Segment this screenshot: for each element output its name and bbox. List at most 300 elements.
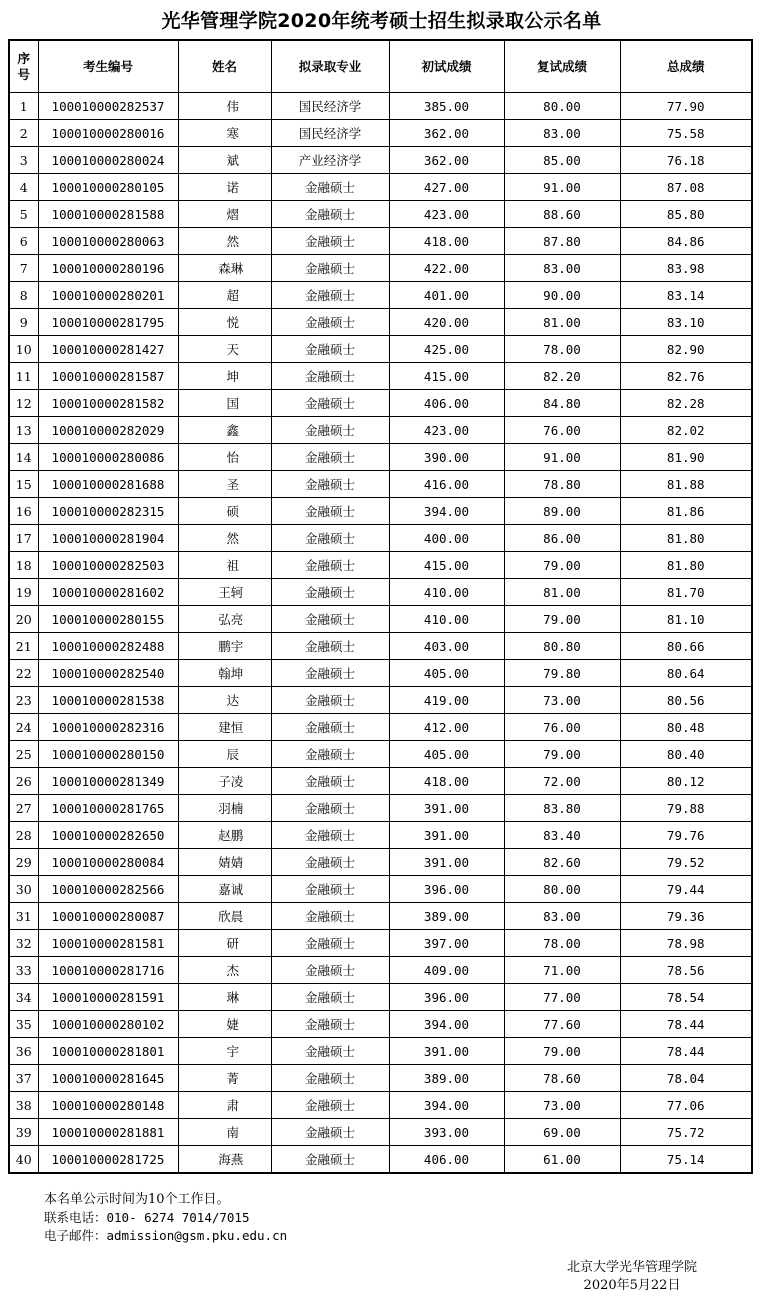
cell-retest-score: 79.80 (504, 660, 620, 687)
signature-block (552, 1259, 712, 1295)
cell-major: 金融硕士 (271, 714, 389, 741)
cell-name: 斌 (178, 147, 271, 174)
table-row (9, 1119, 752, 1146)
cell-exam-id: 100010000282315 (38, 498, 178, 525)
cell-name: 硕 (178, 498, 271, 525)
cell-seq: 10 (9, 336, 38, 363)
table-row (9, 714, 752, 741)
cell-exam-id: 100010000282488 (38, 633, 178, 660)
cell-seq: 28 (9, 822, 38, 849)
table-row (9, 579, 752, 606)
cell-major: 金融硕士 (271, 363, 389, 390)
cell-total-score: 79.76 (620, 822, 752, 849)
cell-exam-id: 100010000282650 (38, 822, 178, 849)
cell-name: 怡 (178, 444, 271, 471)
cell-retest-score: 85.00 (504, 147, 620, 174)
cell-total-score: 78.44 (620, 1038, 752, 1065)
cell-total-score: 81.80 (620, 525, 752, 552)
cell-retest-score: 80.80 (504, 633, 620, 660)
cell-retest-score: 78.00 (504, 930, 620, 957)
cell-name: 杰 (178, 957, 271, 984)
table-row (9, 741, 752, 768)
cell-seq: 11 (9, 363, 38, 390)
table-row (9, 633, 752, 660)
cell-initial-score: 425.00 (389, 336, 504, 363)
cell-total-score: 82.76 (620, 363, 752, 390)
cell-retest-score: 86.00 (504, 525, 620, 552)
cell-name: 鹏宇 (178, 633, 271, 660)
cell-retest-score: 69.00 (504, 1119, 620, 1146)
cell-exam-id: 100010000280196 (38, 255, 178, 282)
table-row (9, 876, 752, 903)
cell-seq: 15 (9, 471, 38, 498)
cell-total-score: 81.90 (620, 444, 752, 471)
cell-major: 金融硕士 (271, 1038, 389, 1065)
cell-name: 赵鹏 (178, 822, 271, 849)
cell-retest-score: 83.80 (504, 795, 620, 822)
cell-major: 金融硕士 (271, 822, 389, 849)
cell-name: 坤 (178, 363, 271, 390)
cell-initial-score: 385.00 (389, 93, 504, 120)
cell-retest-score: 77.00 (504, 984, 620, 1011)
cell-total-score: 78.44 (620, 1011, 752, 1038)
cell-total-score: 80.48 (620, 714, 752, 741)
cell-total-score: 79.44 (620, 876, 752, 903)
cell-initial-score: 405.00 (389, 741, 504, 768)
table-row (9, 93, 752, 120)
cell-name: 子凌 (178, 768, 271, 795)
cell-major: 金融硕士 (271, 471, 389, 498)
cell-retest-score: 83.00 (504, 120, 620, 147)
cell-total-score: 80.66 (620, 633, 752, 660)
cell-total-score: 79.88 (620, 795, 752, 822)
cell-seq: 26 (9, 768, 38, 795)
cell-name: 宇 (178, 1038, 271, 1065)
cell-name: 肃 (178, 1092, 271, 1119)
cell-major: 金融硕士 (271, 633, 389, 660)
table-row (9, 984, 752, 1011)
cell-name: 辰 (178, 741, 271, 768)
cell-major: 金融硕士 (271, 606, 389, 633)
cell-total-score: 77.90 (620, 93, 752, 120)
cell-retest-score: 83.00 (504, 255, 620, 282)
cell-initial-score: 400.00 (389, 525, 504, 552)
cell-name: 王轲 (178, 579, 271, 606)
cell-major: 金融硕士 (271, 282, 389, 309)
cell-name: 熠 (178, 201, 271, 228)
cell-major: 国民经济学 (271, 93, 389, 120)
cell-major: 金融硕士 (271, 444, 389, 471)
cell-major: 金融硕士 (271, 552, 389, 579)
cell-name: 祖 (178, 552, 271, 579)
cell-initial-score: 416.00 (389, 471, 504, 498)
cell-exam-id: 100010000282566 (38, 876, 178, 903)
cell-seq: 9 (9, 309, 38, 336)
table-row (9, 417, 752, 444)
cell-initial-score: 410.00 (389, 606, 504, 633)
cell-initial-score: 423.00 (389, 417, 504, 444)
cell-seq: 16 (9, 498, 38, 525)
cell-retest-score: 73.00 (504, 1092, 620, 1119)
cell-total-score: 76.18 (620, 147, 752, 174)
cell-name: 超 (178, 282, 271, 309)
cell-initial-score: 389.00 (389, 1065, 504, 1092)
cell-seq: 25 (9, 741, 38, 768)
cell-major: 金融硕士 (271, 984, 389, 1011)
cell-total-score: 80.64 (620, 660, 752, 687)
cell-total-score: 82.90 (620, 336, 752, 363)
cell-major: 金融硕士 (271, 1011, 389, 1038)
cell-exam-id: 100010000282316 (38, 714, 178, 741)
cell-retest-score: 79.00 (504, 606, 620, 633)
table-row (9, 255, 752, 282)
cell-exam-id: 100010000281587 (38, 363, 178, 390)
table-row (9, 201, 752, 228)
cell-seq: 2 (9, 120, 38, 147)
cell-major: 金融硕士 (271, 930, 389, 957)
cell-name: 琳 (178, 984, 271, 1011)
cell-retest-score: 82.60 (504, 849, 620, 876)
cell-name: 建恒 (178, 714, 271, 741)
table-row (9, 957, 752, 984)
cell-exam-id: 100010000281716 (38, 957, 178, 984)
notice-text: 本名单公示时间为10个工作日。 (44, 1192, 230, 1207)
cell-initial-score: 391.00 (389, 795, 504, 822)
table-row (9, 552, 752, 579)
cell-exam-id: 100010000282540 (38, 660, 178, 687)
header-exam-id: 考生编号 (38, 40, 178, 93)
table-row (9, 498, 752, 525)
cell-retest-score: 61.00 (504, 1146, 620, 1174)
cell-initial-score: 419.00 (389, 687, 504, 714)
cell-total-score: 83.98 (620, 255, 752, 282)
header-major: 拟录取专业 (271, 40, 389, 93)
cell-seq: 1 (9, 93, 38, 120)
cell-exam-id: 100010000281795 (38, 309, 178, 336)
cell-retest-score: 90.00 (504, 282, 620, 309)
cell-major: 金融硕士 (271, 768, 389, 795)
cell-name: 然 (178, 228, 271, 255)
table-row (9, 525, 752, 552)
cell-initial-score: 420.00 (389, 309, 504, 336)
cell-exam-id: 100010000281904 (38, 525, 178, 552)
cell-exam-id: 100010000281602 (38, 579, 178, 606)
cell-name: 森琳 (178, 255, 271, 282)
cell-initial-score: 396.00 (389, 984, 504, 1011)
cell-major: 金融硕士 (271, 498, 389, 525)
cell-total-score: 78.54 (620, 984, 752, 1011)
cell-major: 金融硕士 (271, 525, 389, 552)
cell-major: 金融硕士 (271, 660, 389, 687)
table-row (9, 174, 752, 201)
cell-retest-score: 80.00 (504, 876, 620, 903)
cell-total-score: 82.02 (620, 417, 752, 444)
table-row (9, 390, 752, 417)
contact-phone: 联系电话：010- 6274 7014/7015 (44, 1210, 250, 1225)
cell-seq: 39 (9, 1119, 38, 1146)
cell-total-score: 78.98 (620, 930, 752, 957)
table-row (9, 120, 752, 147)
cell-exam-id: 100010000281588 (38, 201, 178, 228)
cell-seq: 6 (9, 228, 38, 255)
cell-total-score: 85.80 (620, 201, 752, 228)
cell-retest-score: 76.00 (504, 714, 620, 741)
cell-major: 金融硕士 (271, 795, 389, 822)
cell-initial-score: 362.00 (389, 120, 504, 147)
cell-name: 嘉诚 (178, 876, 271, 903)
table-row (9, 1038, 752, 1065)
cell-seq: 22 (9, 660, 38, 687)
cell-name: 天 (178, 336, 271, 363)
cell-name: 国 (178, 390, 271, 417)
cell-retest-score: 91.00 (504, 174, 620, 201)
cell-name: 达 (178, 687, 271, 714)
cell-seq: 20 (9, 606, 38, 633)
cell-initial-score: 418.00 (389, 768, 504, 795)
cell-exam-id: 100010000281427 (38, 336, 178, 363)
cell-retest-score: 79.00 (504, 741, 620, 768)
cell-seq: 36 (9, 1038, 38, 1065)
signature-date: 2020年5月22日 (583, 1278, 681, 1293)
cell-initial-score: 418.00 (389, 228, 504, 255)
cell-major: 金融硕士 (271, 687, 389, 714)
cell-seq: 24 (9, 714, 38, 741)
cell-seq: 33 (9, 957, 38, 984)
cell-seq: 12 (9, 390, 38, 417)
cell-seq: 21 (9, 633, 38, 660)
cell-seq: 35 (9, 1011, 38, 1038)
table-row (9, 228, 752, 255)
cell-total-score: 79.36 (620, 903, 752, 930)
cell-name: 研 (178, 930, 271, 957)
page-title: 光华管理学院2020年统考硕士招生拟录取公示名单 (161, 10, 602, 32)
cell-retest-score: 72.00 (504, 768, 620, 795)
cell-major: 产业经济学 (271, 147, 389, 174)
cell-seq: 14 (9, 444, 38, 471)
cell-name: 菁 (178, 1065, 271, 1092)
cell-seq: 31 (9, 903, 38, 930)
cell-major: 金融硕士 (271, 417, 389, 444)
header-total-score: 总成绩 (620, 40, 752, 93)
cell-total-score: 75.14 (620, 1146, 752, 1174)
table-row (9, 903, 752, 930)
cell-name: 欣晨 (178, 903, 271, 930)
cell-seq: 17 (9, 525, 38, 552)
table-row (9, 1146, 752, 1174)
cell-seq: 37 (9, 1065, 38, 1092)
table-row (9, 660, 752, 687)
cell-name: 圣 (178, 471, 271, 498)
cell-name: 翰坤 (178, 660, 271, 687)
table-row (9, 444, 752, 471)
table-row (9, 147, 752, 174)
cell-retest-score: 78.80 (504, 471, 620, 498)
cell-exam-id: 100010000281591 (38, 984, 178, 1011)
table-row (9, 768, 752, 795)
cell-total-score: 80.56 (620, 687, 752, 714)
header-name: 姓名 (178, 40, 271, 93)
cell-total-score: 75.72 (620, 1119, 752, 1146)
cell-seq: 3 (9, 147, 38, 174)
cell-initial-score: 406.00 (389, 1146, 504, 1174)
header-initial-score: 初试成绩 (389, 40, 504, 93)
cell-initial-score: 405.00 (389, 660, 504, 687)
cell-name: 悦 (178, 309, 271, 336)
cell-total-score: 83.10 (620, 309, 752, 336)
cell-total-score: 80.40 (620, 741, 752, 768)
cell-retest-score: 82.20 (504, 363, 620, 390)
cell-total-score: 81.10 (620, 606, 752, 633)
cell-seq: 27 (9, 795, 38, 822)
cell-major: 金融硕士 (271, 849, 389, 876)
cell-total-score: 83.14 (620, 282, 752, 309)
cell-exam-id: 100010000280016 (38, 120, 178, 147)
cell-retest-score: 71.00 (504, 957, 620, 984)
cell-initial-score: 423.00 (389, 201, 504, 228)
cell-retest-score: 83.40 (504, 822, 620, 849)
cell-total-score: 79.52 (620, 849, 752, 876)
cell-major: 金融硕士 (271, 336, 389, 363)
admission-table (8, 39, 753, 1174)
cell-total-score: 84.86 (620, 228, 752, 255)
cell-total-score: 78.04 (620, 1065, 752, 1092)
table-row (9, 822, 752, 849)
cell-total-score: 81.88 (620, 471, 752, 498)
cell-name: 然 (178, 525, 271, 552)
cell-exam-id: 100010000280105 (38, 174, 178, 201)
cell-total-score: 87.08 (620, 174, 752, 201)
table-row (9, 930, 752, 957)
cell-retest-score: 76.00 (504, 417, 620, 444)
cell-major: 金融硕士 (271, 255, 389, 282)
cell-exam-id: 100010000282537 (38, 93, 178, 120)
cell-initial-score: 394.00 (389, 498, 504, 525)
cell-total-score: 80.12 (620, 768, 752, 795)
table-header-row (9, 40, 752, 93)
cell-major: 金融硕士 (271, 903, 389, 930)
table-row (9, 471, 752, 498)
cell-seq: 13 (9, 417, 38, 444)
table-row (9, 363, 752, 390)
cell-major: 金融硕士 (271, 1146, 389, 1174)
cell-name: 寒 (178, 120, 271, 147)
cell-retest-score: 73.00 (504, 687, 620, 714)
cell-total-score: 75.58 (620, 120, 752, 147)
cell-exam-id: 100010000281765 (38, 795, 178, 822)
cell-exam-id: 100010000282029 (38, 417, 178, 444)
cell-exam-id: 100010000281801 (38, 1038, 178, 1065)
cell-exam-id: 100010000280201 (38, 282, 178, 309)
cell-exam-id: 100010000280148 (38, 1092, 178, 1119)
cell-seq: 38 (9, 1092, 38, 1119)
cell-major: 金融硕士 (271, 579, 389, 606)
cell-exam-id: 100010000281881 (38, 1119, 178, 1146)
cell-retest-score: 83.00 (504, 903, 620, 930)
cell-initial-score: 410.00 (389, 579, 504, 606)
cell-name: 伟 (178, 93, 271, 120)
cell-exam-id: 100010000280086 (38, 444, 178, 471)
cell-seq: 8 (9, 282, 38, 309)
table-row (9, 309, 752, 336)
cell-retest-score: 88.60 (504, 201, 620, 228)
cell-initial-score: 412.00 (389, 714, 504, 741)
cell-seq: 7 (9, 255, 38, 282)
contact-email: 电子邮件：admission@gsm.pku.edu.cn (44, 1228, 288, 1243)
cell-seq: 4 (9, 174, 38, 201)
cell-total-score: 82.28 (620, 390, 752, 417)
cell-seq: 19 (9, 579, 38, 606)
cell-exam-id: 100010000281581 (38, 930, 178, 957)
cell-name: 鑫 (178, 417, 271, 444)
header-retest-score: 复试成绩 (504, 40, 620, 93)
cell-retest-score: 81.00 (504, 579, 620, 606)
cell-initial-score: 409.00 (389, 957, 504, 984)
cell-exam-id: 100010000281645 (38, 1065, 178, 1092)
cell-exam-id: 100010000281538 (38, 687, 178, 714)
cell-name: 南 (178, 1119, 271, 1146)
cell-seq: 5 (9, 201, 38, 228)
cell-exam-id: 100010000280063 (38, 228, 178, 255)
cell-retest-score: 87.80 (504, 228, 620, 255)
table-row (9, 687, 752, 714)
cell-initial-score: 390.00 (389, 444, 504, 471)
cell-name: 海燕 (178, 1146, 271, 1174)
cell-total-score: 78.56 (620, 957, 752, 984)
cell-retest-score: 79.00 (504, 1038, 620, 1065)
cell-exam-id: 100010000280084 (38, 849, 178, 876)
cell-exam-id: 100010000280155 (38, 606, 178, 633)
cell-major: 金融硕士 (271, 876, 389, 903)
cell-name: 诺 (178, 174, 271, 201)
cell-initial-score: 415.00 (389, 363, 504, 390)
cell-name: 婧婧 (178, 849, 271, 876)
cell-major: 金融硕士 (271, 309, 389, 336)
cell-major: 金融硕士 (271, 228, 389, 255)
cell-seq: 40 (9, 1146, 38, 1174)
cell-exam-id: 100010000281725 (38, 1146, 178, 1174)
cell-total-score: 81.86 (620, 498, 752, 525)
cell-seq: 18 (9, 552, 38, 579)
cell-major: 金融硕士 (271, 174, 389, 201)
cell-total-score: 81.70 (620, 579, 752, 606)
cell-initial-score: 406.00 (389, 390, 504, 417)
cell-total-score: 77.06 (620, 1092, 752, 1119)
cell-exam-id: 100010000281349 (38, 768, 178, 795)
cell-retest-score: 81.00 (504, 309, 620, 336)
cell-exam-id: 100010000281688 (38, 471, 178, 498)
footer-notes (44, 1191, 287, 1245)
cell-major: 金融硕士 (271, 1119, 389, 1146)
table-row (9, 606, 752, 633)
cell-retest-score: 84.80 (504, 390, 620, 417)
cell-exam-id: 100010000280102 (38, 1011, 178, 1038)
cell-initial-score: 393.00 (389, 1119, 504, 1146)
table-row (9, 1092, 752, 1119)
cell-initial-score: 403.00 (389, 633, 504, 660)
cell-initial-score: 427.00 (389, 174, 504, 201)
cell-major: 金融硕士 (271, 741, 389, 768)
cell-initial-score: 389.00 (389, 903, 504, 930)
cell-initial-score: 396.00 (389, 876, 504, 903)
cell-major: 金融硕士 (271, 201, 389, 228)
cell-retest-score: 78.60 (504, 1065, 620, 1092)
table-row (9, 849, 752, 876)
cell-seq: 34 (9, 984, 38, 1011)
cell-retest-score: 77.60 (504, 1011, 620, 1038)
cell-total-score: 81.80 (620, 552, 752, 579)
cell-initial-score: 394.00 (389, 1011, 504, 1038)
cell-name: 婕 (178, 1011, 271, 1038)
